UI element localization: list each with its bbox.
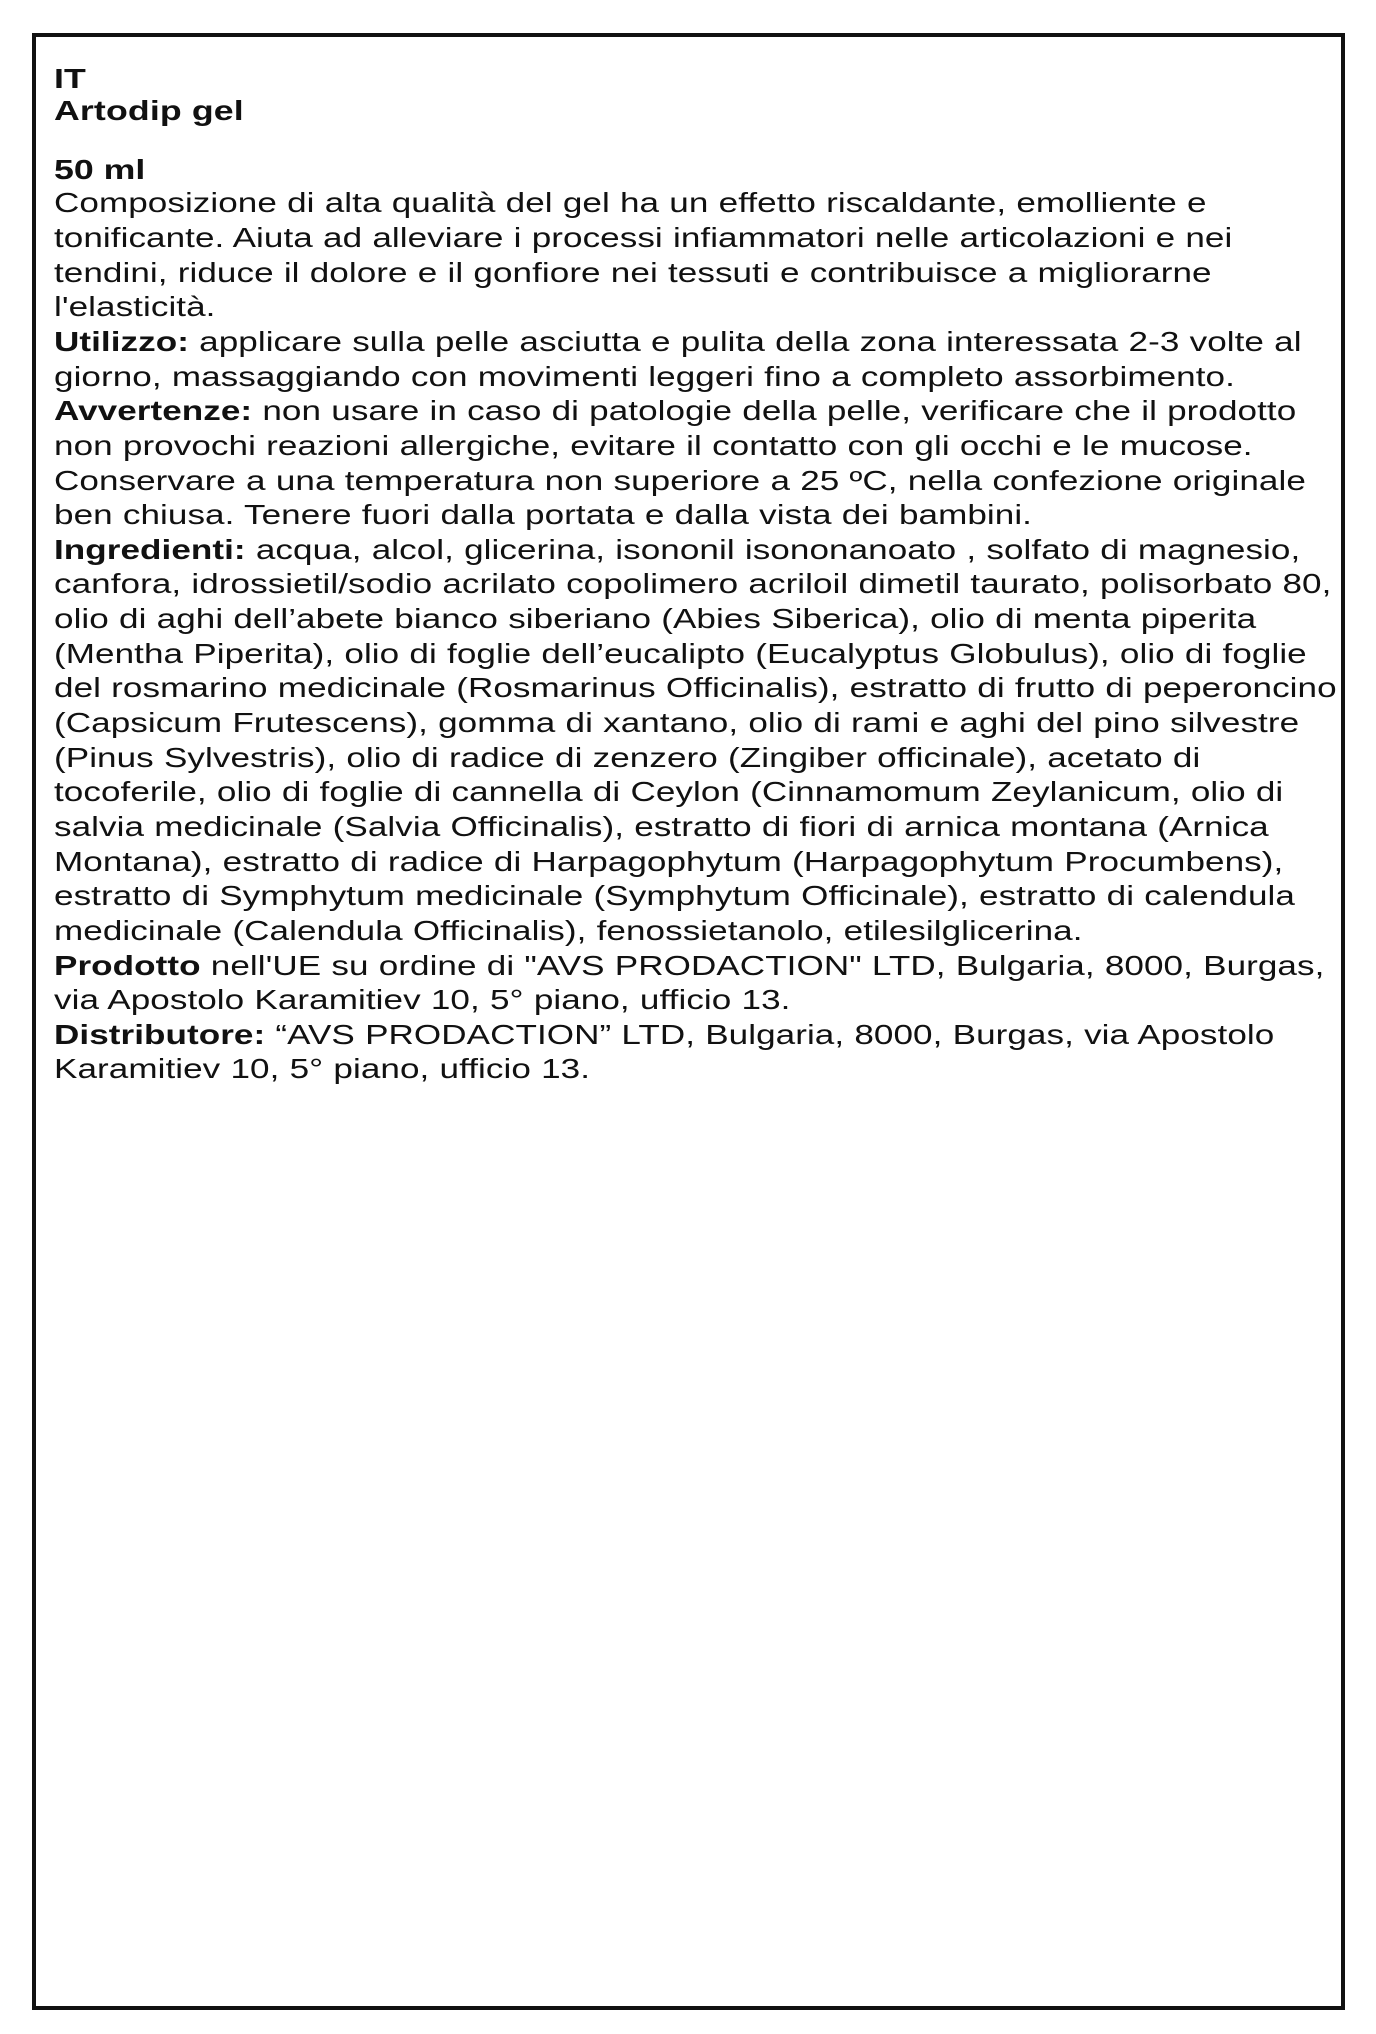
product-name: Artodip gel bbox=[54, 95, 244, 127]
manufacturer-label: Prodotto bbox=[54, 949, 201, 981]
manufacturer-text: nell'UE su ordine di "AVS PRODACTION" LTD, Bulgaria, 8000, Burgas, via Apostolo Karamitiev 10, 5° piano, ufficio 13. bbox=[54, 949, 1325, 1016]
label-border-frame bbox=[32, 33, 1345, 2010]
ingredients-text: acqua, alcol, glicerina, isononil isononanoato , solfato di magnesio, canfora, idrossietil/sodio acrilato copolimero acriloil dimetil taurato, polisorbato 80, olio di aghi dell’abete bianco siberiano (Abies Siberica), olio di menta piperita (Mentha Piperita), olio di foglie dell’eucalipto (Eucalyptus Globulus), olio di foglie del rosmarino medicinale (Rosmarinus Officinalis), estratto di frutto di peperoncino (Capsicum Frutescens), gomma di xantano, olio di rami e aghi del pino silvestre (Pinus Sylvestris), olio di radice di zenzero (Zingiber officinale), acetato di tocoferile, olio di foglie di cannella di Ceylon (Cinnamomum Zeylanicum, olio di salvia medicinale (Salvia Officinalis), estratto di fiori di arnica montana (Arnica Montana), estratto di radice di Harpagophytum (Harpagophytum Procumbens), estratto di Symphytum medicinale (Symphytum Officinale), estratto di calendula medicinale (Calendula Officinalis), fenossietanolo, etilesilglicerina. bbox=[54, 533, 1337, 946]
usage-paragraph bbox=[54, 325, 1337, 394]
distributor-label: Distributore: bbox=[54, 1018, 266, 1050]
storage-text: Conservare a una temperatura non superiore a 25 ºC, nella confezione originale ben chiusa. Tenere fuori dalla portata e dalla vista dei bambini. bbox=[54, 464, 1306, 531]
description-text: Composizione di alta qualità del gel ha un effetto riscaldante, emolliente e tonificante. Aiuta ad alleviare i processi infiammatori nelle articolazioni e nei tendini, riduce il dolore e il gonfiore nei tessuti e contribuisce a migliorarne l'elasticità. bbox=[54, 187, 1233, 323]
usage-text: applicare sulla pelle asciutta e pulita della zona interessata 2-3 volte al giorno, massaggiando con movimenti leggeri fino a completo assorbimento. bbox=[54, 325, 1302, 392]
ingredients-label: Ingredienti: bbox=[54, 533, 246, 565]
distributor-paragraph bbox=[54, 1018, 1337, 1087]
warnings-paragraph bbox=[54, 394, 1337, 463]
language-code: IT bbox=[54, 63, 86, 94]
warnings-text: non usare in caso di patologie della pelle, verificare che il prodotto non provochi reazioni allergiche, evitare il contatto con gli occhi e le mucose. bbox=[54, 395, 1297, 461]
manufacturer-paragraph bbox=[54, 949, 1337, 1018]
label-content bbox=[54, 63, 1337, 1087]
distributor-text: “AVS PRODACTION” LTD, Bulgaria, 8000, Burgas, via Apostolo Karamitiev 10, 5° piano, ufficio 13. bbox=[54, 1018, 1275, 1085]
storage-paragraph bbox=[54, 464, 1337, 533]
warnings-label: Avvertenze: bbox=[54, 395, 253, 427]
usage-label: Utilizzo: bbox=[54, 325, 189, 357]
product-volume: 50 ml bbox=[54, 153, 146, 185]
description-paragraph bbox=[54, 186, 1337, 325]
ingredients-paragraph bbox=[54, 533, 1337, 949]
